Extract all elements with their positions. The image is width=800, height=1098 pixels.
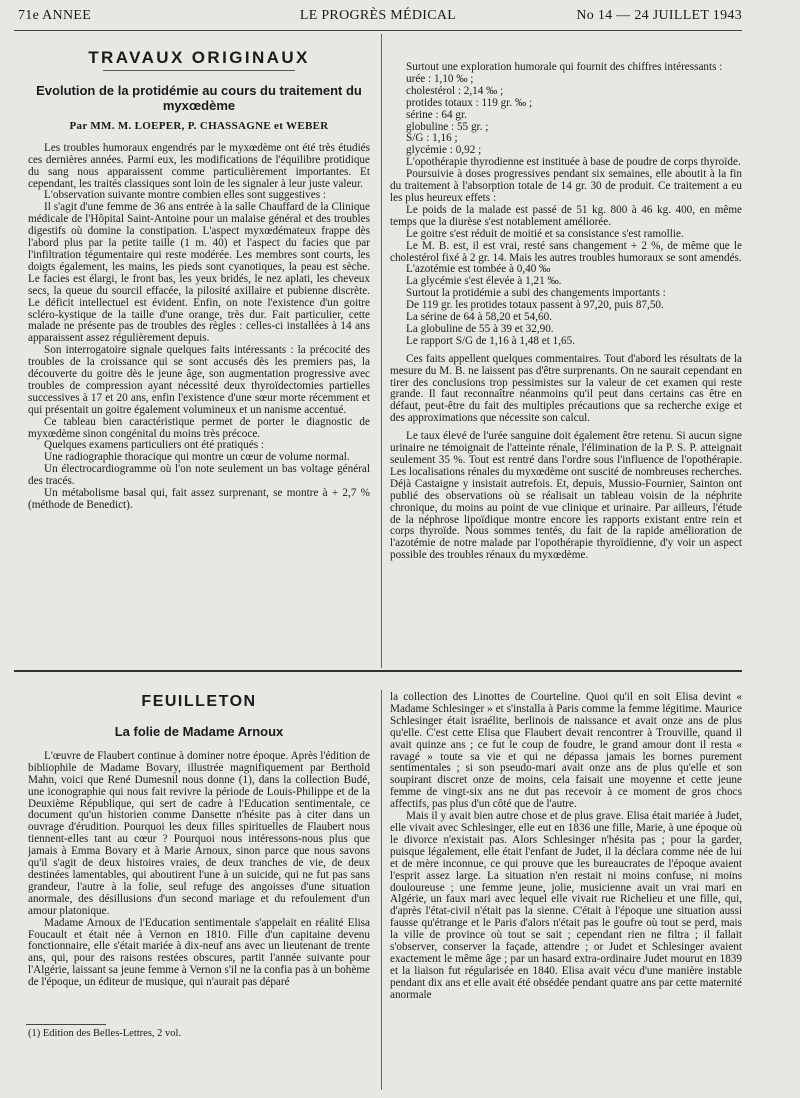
feuilleton-right-column: [390, 692, 742, 1092]
feuilleton-title: La folie de Madame Arnoux: [114, 723, 284, 739]
result-line: La globuline de 55 à 39 et 32,90.: [406, 322, 554, 335]
result-line: La glycémie s'est élevée à 1,21 ‰.: [406, 275, 562, 288]
lab-value: urée : 1,10 ‰ ;: [406, 72, 474, 85]
column-divider-top: [381, 34, 382, 668]
paragraph: Le poids de la malade est passé de 51 kg. 800 à 46 kg. 400, en même temps que la diurèse s'est notablement améliorée.: [390, 203, 742, 228]
paragraph: Le M. B. est, il est vrai, resté sans changement + 2 %, de même que le cholestérol fixé à 2 gr. 14. Mais les autres troubles humoraux se sont amendés.: [390, 239, 742, 264]
lab-value: sérine : 64 gr.: [406, 108, 467, 121]
paragraph: la collection des Linottes de Courteline. Quoi qu'il en soit Elisa devint « Madame Schlesinger » et s'installa à Paris comme la femme légitime. Maurice Schlesinger était israélite, berlinois de naissance et avait onze ans de plus qu'elle. C'est cette Elisa que Flaubert devait rencontrer à Trouville, quand il avait quinze ans ; ce fut le coup de foudre, le grand amour dont il resta « ravagé » toute sa vie et qui ne dépassa jamais les bornes purement sentimentales ; si son pseudo-mari avait onze ans de plus qu'elle et son soupirant discret onze de moins, cela faisait une moyenne et cette jeune femme de vingt-six ans ne dut pas recevoir à ce moment de gros chocs affectifs, pas plus d'un côté que de l'autre.: [390, 692, 742, 811]
footnote: (1) Edition des Belles-Lettres, 2 vol.: [28, 1028, 182, 1039]
header-issue-date: No 14 — 24 JUILLET 1943: [576, 8, 742, 23]
paragraph: Un électrocardiogramme où l'on note seulement un bas voltage général des tracés.: [28, 463, 370, 488]
result-line: L'azotémie est tombée à 0,40 ‰: [406, 263, 551, 276]
section-title-feuilleton: FEUILLETON: [141, 693, 257, 710]
paragraph: Le goitre s'est réduit de moitié et sa consistance s'est ramollie.: [406, 227, 684, 240]
lab-value: glycémie : 0,92 ;: [406, 144, 482, 157]
article-title: Evolution de la protidémie au cours du traitement du myxœdème: [36, 82, 362, 113]
lab-value: S/G : 1,16 ;: [406, 132, 458, 145]
paragraph: Ces faits appellent quelques commentaires. Tout d'abord les résultats de la mesure du M. B. ne laissent pas d'être surprenants. On ne saurait cependant en tirer des conclusions trop pessimistes sur la valeur de cet examen qui reste grande. Il faut reconnaître néanmoins qu'il peut dans certains cas être en défaut, peut-être du fait des multiples précautions que sa recherche exige et des approximations que nécessite son calcul.: [390, 352, 742, 425]
paragraph: L'opothérapie thyrodienne est instituée à base de poudre de corps thyroïde.: [406, 156, 741, 169]
paragraph: L'œuvre de Flaubert continue à dominer notre époque. Après l'édition de bibliophile de Madame Bovary, illustrée magnifiquement par Berthold Mahn, voici que René Dumesnil nous donne (1), dans la collection Budé, une iconographie qui nous fait revivre la période de Louis-Philippe et de la Deuxième République, qui sert de cadre à l'Education sentimentale, ce document qu'un historien comme Dansette n'hésite pas à citer dans un ouvrage d'érudition. Pourquoi les deux filles spirituelles de Flaubert nous tiennent-elles tant au cœur ? Pourquoi nous intéressons-nous plus que jamais à Emma Bovary et à Marie Arnoux, sinon parce que nous savons qu'il s'agit de deux histoires vraies, de deux tranches de vie, de deux destinées lamentables, qui aboutirent l'une à un suicide, qui ne fut pas sans grandeur, l'autre à la folie, seul refuge des angoisses d'une situation anormale, des désillusions d'un second mariage et du refoulement d'un amour platonique.: [28, 749, 370, 917]
lab-value: protides totaux : 119 gr. ‰ ;: [406, 96, 533, 109]
section-title-rule: [103, 70, 295, 71]
paragraph: Les troubles humoraux engendrés par le myxœdème ont été très étudiés ces dernières années. Parmi eux, les modifications de l'équilibre protidique du sang nous apparaissent comme particulièrement importantes. Et cependant, les traités classiques sont loin de les signaler à leur juste valeur.: [28, 141, 370, 190]
paragraph: Surtout une exploration humorale qui fournit des chiffres intéressants :: [406, 62, 723, 73]
header-rule: [14, 30, 742, 31]
travaux-right-column: [390, 62, 742, 666]
feuilleton-separator: [14, 670, 742, 672]
result-line: Le rapport S/G de 1,16 à 1,48 et 1,65.: [406, 334, 576, 347]
article-authors: Par MM. M. LOEPER, P. CHASSAGNE et WEBER: [69, 119, 329, 132]
section-title-travaux: TRAVAUX ORIGINAUX: [88, 48, 310, 67]
paragraph: Un métabolisme basal qui, fait assez surprenant, se montre à + 2,7 % (méthode de Benedict).: [28, 487, 370, 511]
travaux-left-column: [28, 44, 370, 666]
paragraph: Ce tableau bien caractéristique permet de porter le diagnostic de myxœdème sinon congénital du moins très précoce.: [28, 415, 370, 440]
lab-value: globuline : 55 gr. ;: [406, 120, 489, 133]
result-line: La sérine de 64 à 58,20 et 54,60.: [406, 311, 553, 324]
result-line: Surtout la protidémie a subi des changements importants :: [406, 287, 666, 300]
paragraph: Mais il y avait bien autre chose et de plus grave. Elisa était mariée à Judet, elle vivait avec Schlesinger, elle eut en 1836 une fille, Marie, à une époque où le divorce n'existait pas. Alors Schlesinger n'hésita pas ; pour la garder, puisque légalement, elle était l'enfant de Judet, il la déclara comme née de lui et de mère inconnue, ce qui prouve que les bureaucrates de l'époque avaient l'esprit assez large. La situation n'en restait ni moins confuse, ni moins douloureuse ; une femme jeune, jolie, musicienne avait un vrai mari en Algérie, un faux mari avec lequel elle vivait rue Richelieu et une fille, qui, d'après l'état-civil n'était pas la sienne. C'était à l'époque une situation aussi fausse qu'étrange et le Paris d'alors n'était pas le goufre où tout se perd, mais la ville de province où tout se sait ; cependant rien ne filtra ; il fallait s'observer, conserver la façade, attendre ; or Judet et Schlesinger avaient exactement le même âge ; par un hasard extra-ordinaire Judet mourut en 1839 et la liaison fut régularisée en 1840. Elisa avait vécu d'une manière instable pendant dix ans et elle avait été obsédée pendant quatre ans par cette maternité anormale: [390, 810, 742, 1001]
paragraph: Une radiographie thoracique qui montre un cœur de volume normal.: [44, 451, 350, 464]
paragraph: Son interrogatoire signale quelques faits intéressants : la précocité des troubles de la croissance qui se sont accusés dès les premiers pas, la découverte du goitre dès le jeune âge, son augmentation progressive avec troubles de compression ayant nécessité deux thyroïdectomies partielles successives à 17 et 20 ans, enfin l'existence d'une sœur morte récemment et qui présentait un goitre également volumineux et un nanisme accentué.: [28, 344, 370, 416]
lab-value: cholestérol : 2,14 ‰ ;: [406, 84, 504, 97]
paragraph: L'observation suivante montre combien elles sont suggestives :: [44, 189, 326, 202]
paragraph: Quelques examens particuliers ont été pratiqués :: [44, 439, 264, 452]
paragraph: Le taux élevé de l'urée sanguine doit également être retenu. Si aucun signe urinaire ne témoignait de l'atteinte rénale, l'élimination de la P. S. P. atteignait seulement 35 %. Tout est rentré dans l'ordre sous l'influence de l'opothérapie. Les localisations rénales du myxœdème ont suscité de nombreuses recherches. Déjà Castaigne y insistait autrefois. Et, depuis, Mussio-Fournier, Sainton ont publié des observations où se réalisait un tableau voisin de la néphrite chronique, du moins au point de vue clinique et urinaire. Par ailleurs, l'étude de la néphrose lipoïdique montre encore les rapports existant entre rein et corps thyroïde. Nous sommes tentés, du fait de la rapide amélioration de l'azotémie de notre malade par l'opothérapie thyroïdienne, d'y voir un aspect possible des troubles rénaux du myxœdème.: [390, 430, 742, 562]
feuilleton-left-column: [28, 688, 370, 1020]
header-journal-name: LE PROGRÈS MÉDICAL: [299, 8, 457, 23]
paragraph: Poursuivie à doses progressives pendant six semaines, elle aboutit à la fin du traitement à l'absorption totale de 14 gr. 30 de produit. Ce traitement a eu les plus heureux effets :: [390, 168, 742, 204]
column-divider-bottom: [381, 690, 382, 1090]
result-line: De 119 gr. les protides totaux passent à 97,20, puis 87,50.: [406, 299, 664, 312]
header-year: 71e ANNEE: [18, 8, 92, 23]
paragraph: Il s'agit d'une femme de 36 ans entrée à la salle Chauffard de la Clinique médicale de l'Hôpital Saint-Antoine pour un malaise général et des troubles digestifs où domine la constipation. L'aspect myxœdémateux frappe dès l'abord plus par la petite taille (1 m. 40) et l'aspect du facies que par l'infiltration tégumentaire qui reste modérée. Les membres sont courts, les doigts également, les mains, les pieds sont cyanotiques, la peau est sèche. Le facies est élargi, le front bas, les yeux bridés, le nez aplati, les cheveux secs, la queue du sourcil effacée, la pilosité axillaire et pubienne discrète. Le déficit intellectuel est évident. Enfin, on note l'existence d'un goitre scléro-kystique de la taille d'une orange, très dur. Fait particulier, cette malade ne présente pas de troubles des règles : celles-ci installées à 14 ans apparaissent assez régulièrement depuis.: [28, 201, 370, 345]
paragraph: Madame Arnoux de l'Education sentimentale s'appelait en réalité Elisa Foucault et était née à Vernon en 1810. Fille d'un capitaine devenu fonctionnaire, elle s'était mariée à dix-neuf ans avec un lieutenant de trente ans, qui, pour des raisons restées obscures, partit l'année suivante pour l'Algérie, laissant sa jeune femme à Vernon s'il ne la confia pas à un bohème de l'époque, un éditeur de musique, qui n'aurait pas déparé: [28, 916, 370, 989]
footnote-rule: [26, 1024, 106, 1025]
page-header: [14, 4, 742, 30]
